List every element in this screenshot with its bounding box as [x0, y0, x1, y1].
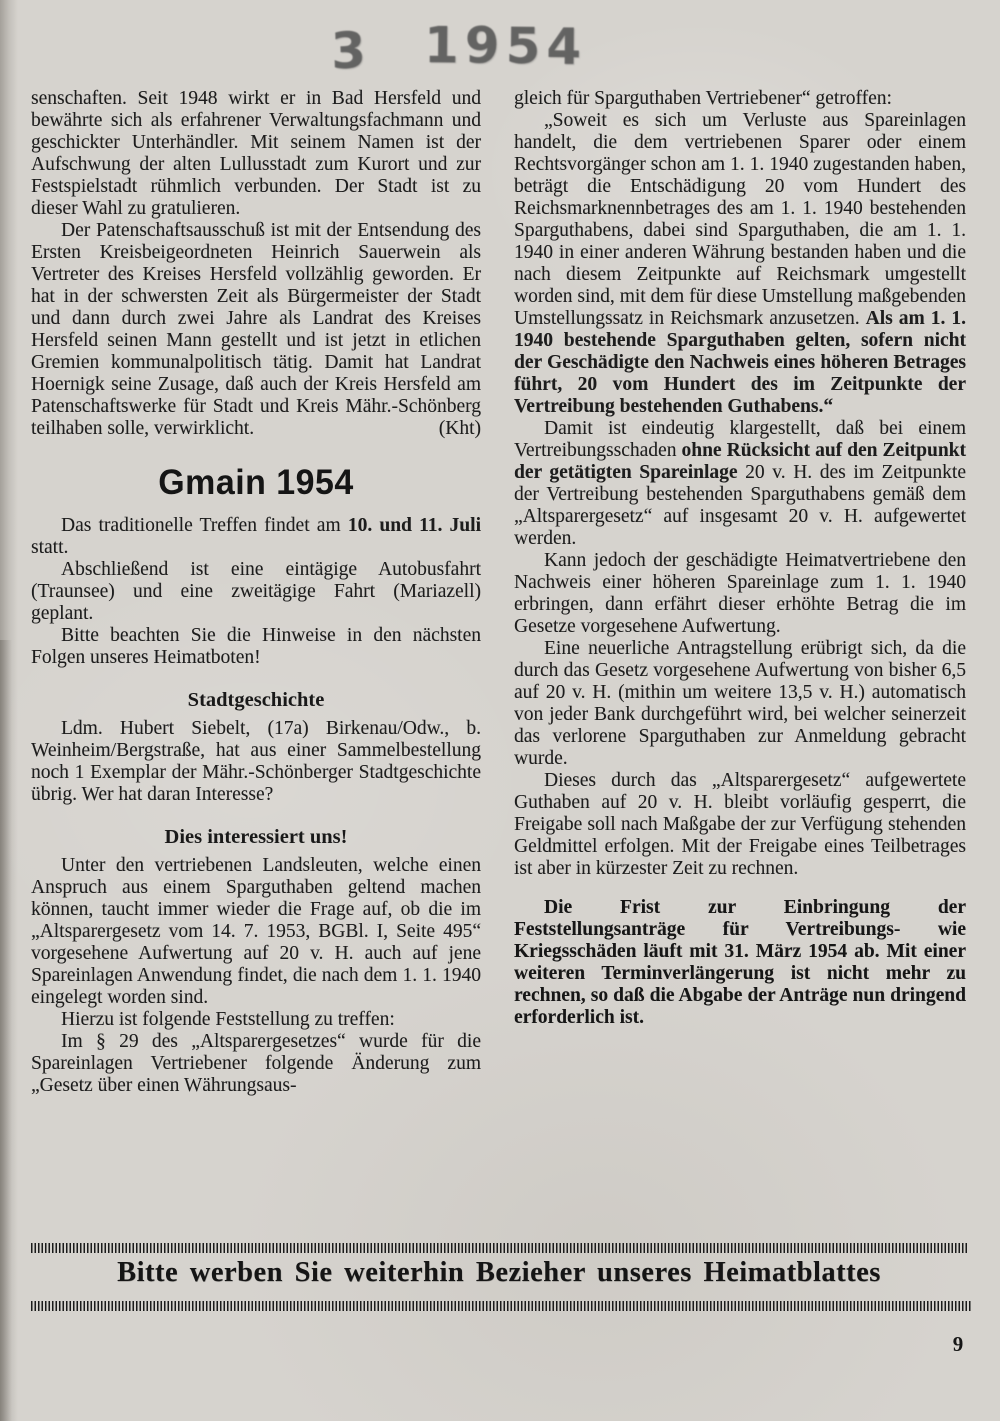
scan-edge-shadow — [0, 0, 18, 1421]
paragraph-altsparergesetz-aenderung: Im § 29 des „Altsparergesetzes“ wurde für die Spareinlagen Vertriebener folgende Änderung zum „Gesetz über einen Währungsaus- — [31, 1031, 481, 1096]
paragraph-treffen-termin — [31, 515, 481, 559]
issue-number-stamp: 3 — [329, 21, 367, 81]
headline-gmain-1954: Gmain 1954 — [158, 463, 354, 502]
byline-kht: (Kht) — [438, 418, 481, 439]
paragraph-patenschaftsausschuss — [31, 220, 481, 440]
right-column — [514, 88, 966, 1029]
scan-edge-shadow-lower — [0, 640, 12, 1421]
paragraph-gesetzeszitat — [514, 110, 966, 418]
paragraph-text: Der Patenschaftsausschuß ist mit der Entsendung des Ersten Kreisbeigeordneten Heinrich Sauerwein als Vertreter des Kreises Hersfeld vollzählig geworden. Er hat in der schwersten Zeit als Bürgermeister der Stadt und dann durch zwei Jahre als Landrat des Kreises Hersfeld seinen Mann gestellt und ist jetzt in etlichen Gremien kommunalpolitisch tätig. Damit hat Landrat Hoernigk seine Zusage, daß auch der Kreis Hersfeld am Patenschaftswerke für Stadt und Kreis Mähr.-Schönberg teilhaben solle, verwirklicht. — [31, 220, 481, 439]
paragraph-neuerliche-antragstellung: Eine neuerliche Antragstellung erübrigt sich, da die durch das Gesetz vorgesehene Aufwertung von bisher 6,5 auf 20 v. H. (mithin um weitere 13,5 v. H.) automatisch von jeder Bank durchgeführt wird, bei welcher seinerzeit das verlorene Sparguthaben zur Anmeldung gebracht wurde. — [514, 638, 966, 769]
paragraph-waehrungsausgleich-fortsetzung: gleich für Sparguthaben Vertriebener“ getroffen: — [514, 88, 892, 109]
banner-rule-bottom — [31, 1301, 972, 1311]
bold-gesetzestext: Als am 1. 1. 1940 bestehende Sparguthaben gelten, sofern nicht der Geschädigte den Nachweis eines höheren Betrages führt, 20 vom Hundert des im Zeitpunkte der Vertreibung bestehenden Guthabens.“ — [514, 308, 966, 417]
paragraph-feststellung: Hierzu ist folgende Feststellung zu treffen: — [61, 1009, 395, 1030]
paragraph-text: statt. — [31, 537, 69, 558]
paragraph-autobusfahrt: Abschließend ist eine eintägige Autobusfahrt (Traunsee) und eine zweitägige Fahrt (Mariazell) geplant. — [31, 559, 481, 624]
left-column — [31, 88, 481, 1097]
banner-rule-top — [31, 1243, 967, 1253]
paragraph-text: Das traditionelle Treffen findet am — [61, 515, 348, 536]
subheading-stadtgeschichte: Stadtgeschichte — [187, 689, 325, 711]
paragraph-frist-feststellungsantraege: Die Frist zur Einbringung der Feststellungsanträge für Vertreibungs- wie Kriegsschäden läuft mit 31. März 1954 ab. Mit einer weiteren Terminverlängerung ist nicht mehr zu rechnen, so daß die Abgabe der Anträge nun dringend erforderlich ist. — [514, 897, 966, 1028]
paragraph-text: „Soweit es sich um Verluste aus Spareinlagen handelt, die dem vertriebenen Sparer oder einem Rechtsvorgänger schon am 1. 1. 1940 zugestanden haben, beträgt die Entschädigung 20 vom Hundert des Reichsmarknennbetrages des am 1. 1. 1940 bestehenden Sparguthabens, dabei sind Sparguthaben, die am 1. 1. 1940 in einer anderen Währung bestanden haben und die nach diesem Zeitpunkte auf Reichsmark umgestellt worden sind, mit dem für diese Umstellung maßgebenden Umstellungssatz in Reichsmark anzusetzen. — [514, 110, 966, 329]
page-number: 9 — [952, 1332, 964, 1356]
paragraph-sparguthaben-frage: Unter den vertriebenen Landsleuten, welche einen Anspruch aus einem Sparguthaben geltend machen können, taucht immer wieder die Frage auf, ob die im „Altsparergesetz vom 14. 7. 1953, BGBl. I, Seite 495“ vorgesehene Aufwertung auf 20 v. H. auch auf jene Spareinlagen Anwendung findet, die nach dem 1. 1. 1940 eingelegt worden sind. — [31, 855, 481, 1008]
bold-date: 10. und 11. Juli — [347, 515, 481, 536]
paragraph-klarstellung — [514, 418, 966, 550]
paragraph-nachweis-hoehere-spareinlage: Kann jedoch der geschädigte Heimatvertriebene den Nachweis einer höheren Spareinlage zum 1. 1. 1940 erbringen, dann erfährt dieser erhöhte Betrag die im Gesetze vorgesehene Aufwertung. — [514, 550, 966, 637]
paragraph-continued-from-previous-page: senschaften. Seit 1948 wirkt er in Bad Hersfeld und bewährte sich als erfahrener Verwaltungsfachmann und geschickter Unterhändler. Mit seinem Namen ist der Aufschwung der alten Lullusstadt zum Kurort und zur Festspielstadt rühmlich verbunden. Der Stadt ist zu dieser Wahl zu gratulieren. — [31, 88, 481, 219]
subheading-dies-interessiert-uns: Dies interessiert uns! — [164, 826, 348, 848]
paragraph-text: 20 v. H. des im Zeitpunkte der Vertreibung bestehenden Sparguthabens gemäß dem „Altsparergesetz“ auf insgesamt 20 v. H. aufgewertet werden. — [514, 462, 967, 549]
year-stamp: 1954 — [423, 16, 588, 76]
paragraph-guthaben-gesperrt: Dieses durch das „Altsparergesetz“ aufgewertete Guthaben auf 20 v. H. bleibt vorläufig gesperrt, die Freigabe soll nach Maßgabe der zur Verfügung stehenden Geldmittel erfolgen. Mit der Freigabe eines Teilbetrages ist aber in kürzester Zeit zu rechnen. — [514, 770, 966, 879]
paragraph-stadtgeschichte: Ldm. Hubert Siebelt, (17a) Birkenau/Odw., b. Weinheim/Bergstraße, hat aus einer Sammelbestellung noch 1 Exemplar der Mähr.-Schönberger Stadtgeschichte übrig. Wer hat daran Interesse? — [31, 718, 481, 805]
bold-ohne-ruecksicht: ohne Rücksicht auf den Zeitpunkt der getätigten Spareinlage — [514, 440, 966, 483]
paragraph-text: Damit ist eindeutig klargestellt, daß bei einem Vertreibungsschaden — [514, 418, 966, 461]
footer-banner-text: Bitte werben Sie weiterhin Bezieher unseres Heimatblattes — [117, 1257, 881, 1288]
paragraph-hinweis-heimatbote: Bitte beachten Sie die Hinweise in den nächsten Folgen unseres Heimatboten! — [31, 625, 481, 668]
